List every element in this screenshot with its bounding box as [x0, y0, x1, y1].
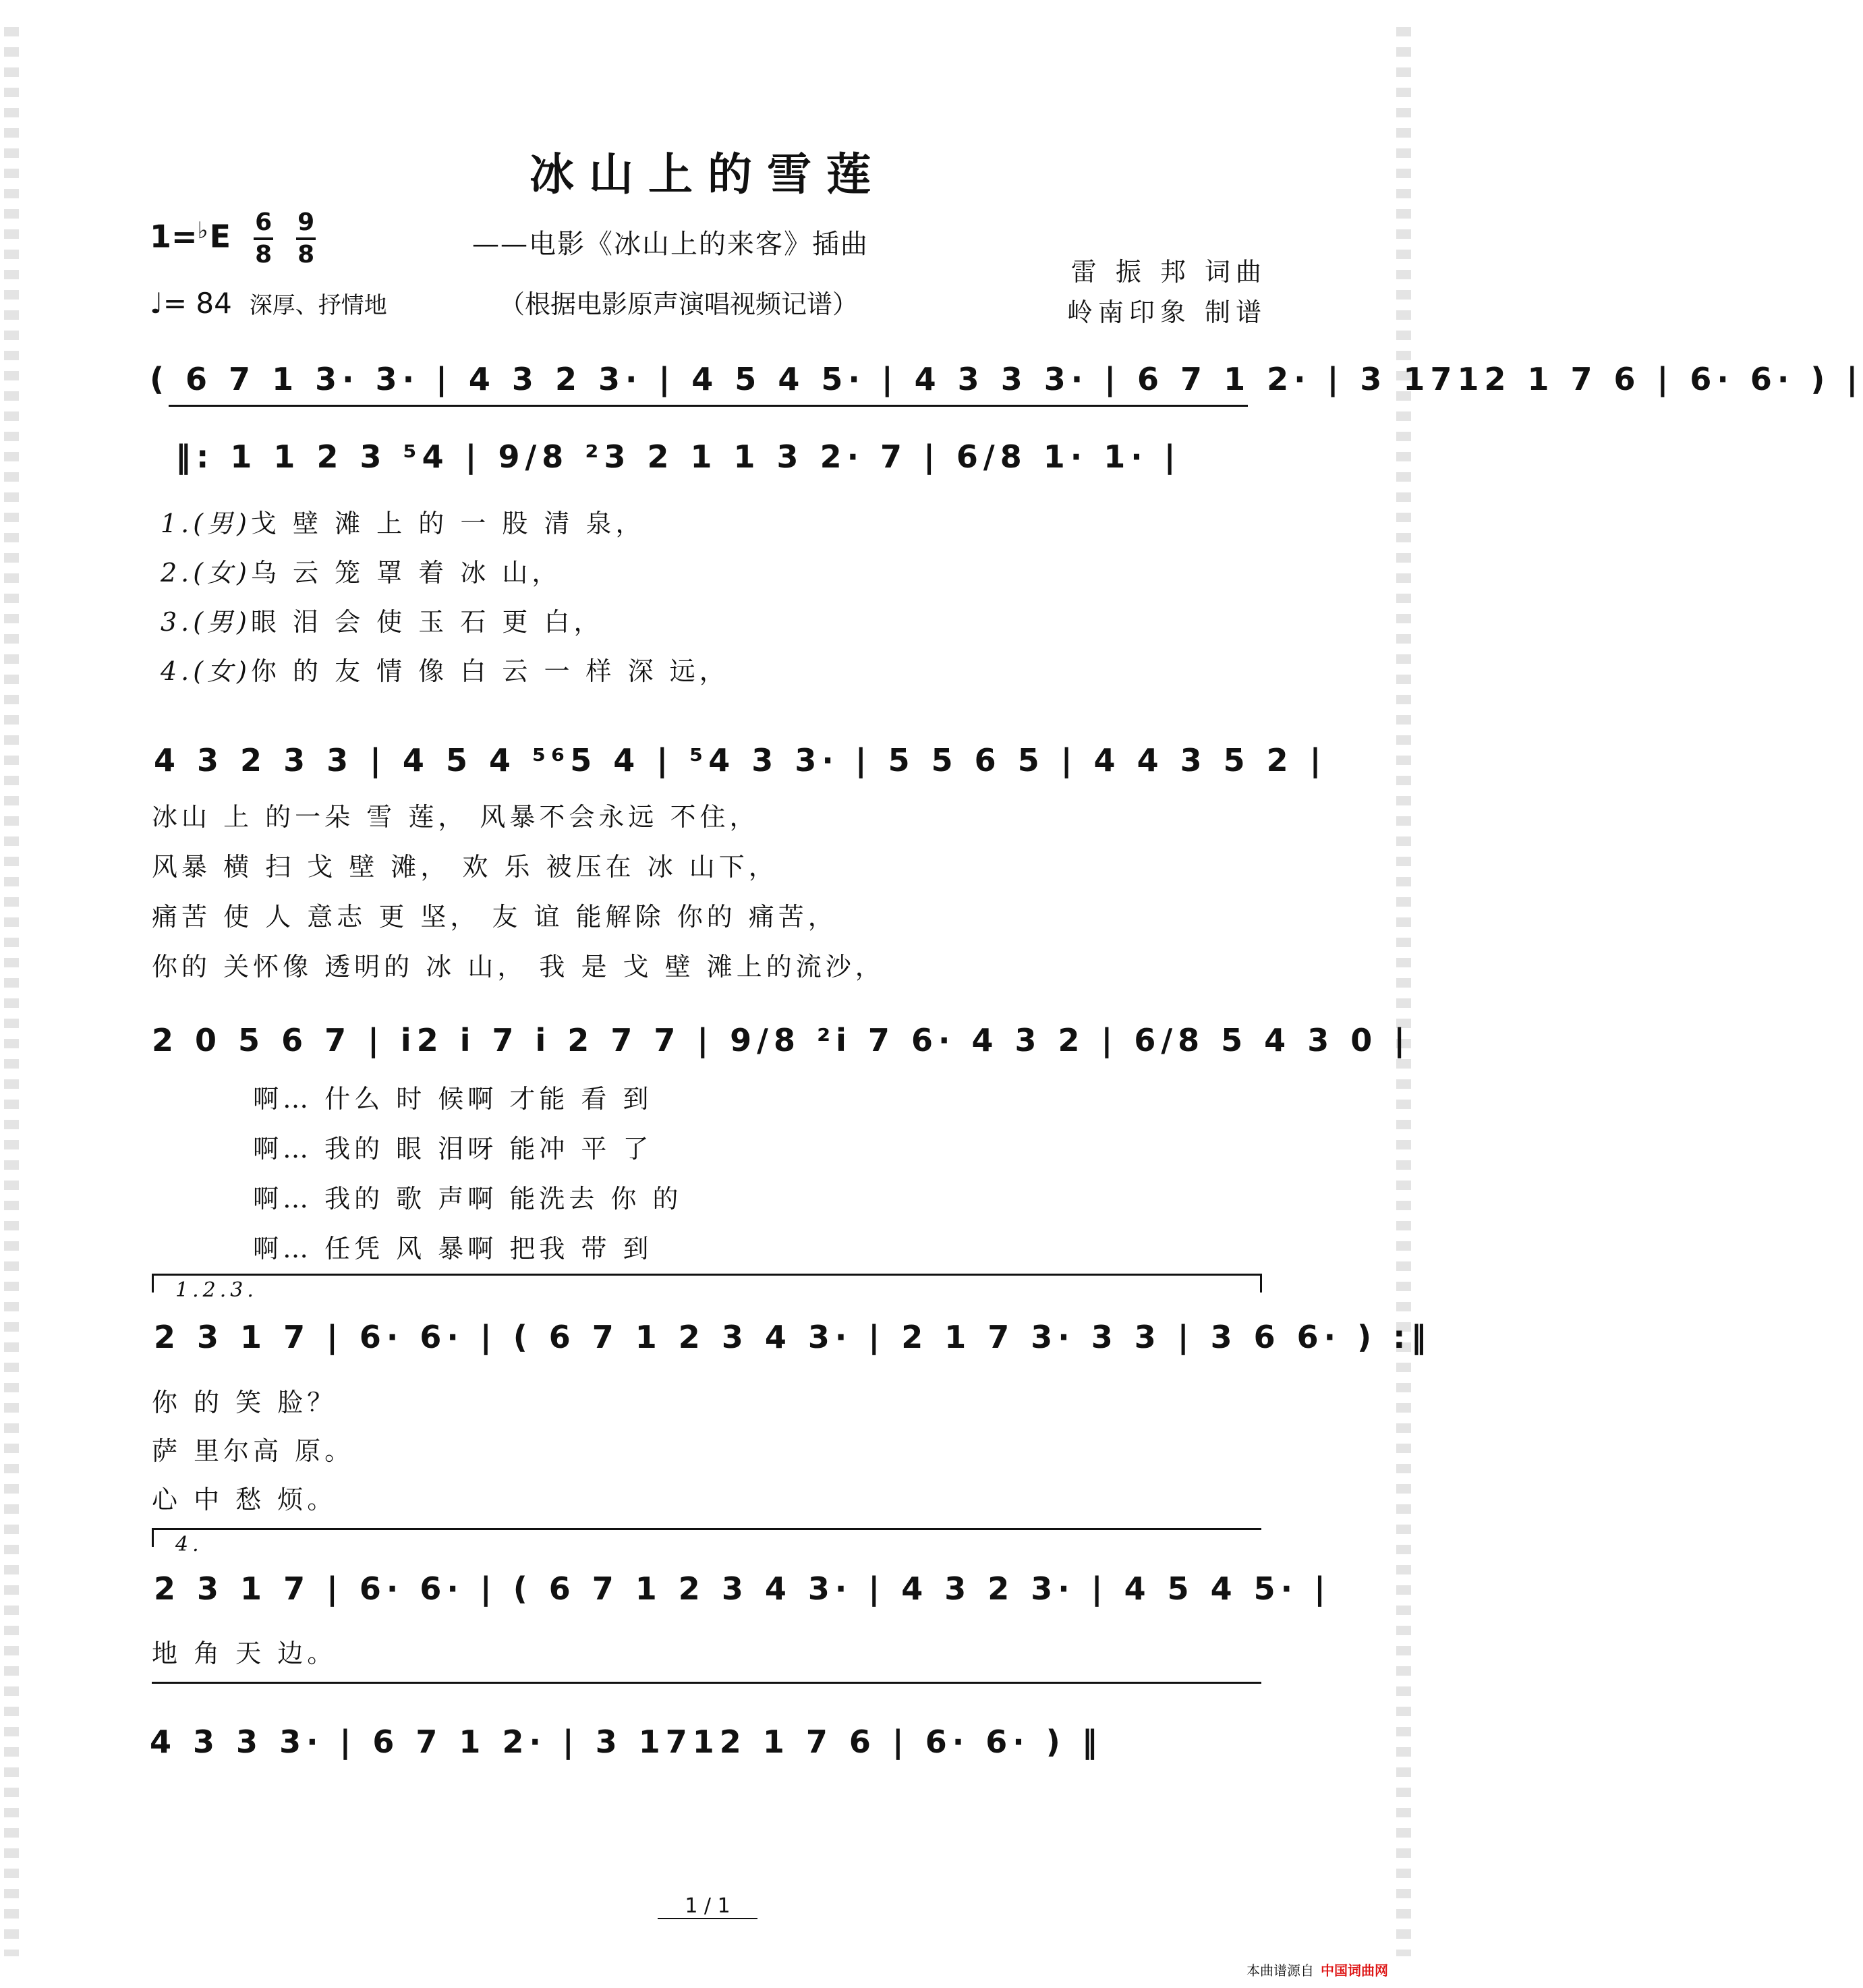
lyric-line: 地 角 天 边。 [152, 1639, 337, 1668]
song-title: 冰山上的雪莲 [529, 148, 886, 200]
site-name: 中国词曲网 [1321, 1962, 1388, 1979]
right-edge-watermark [1396, 27, 1411, 1956]
lyric-line: 你 的 笑 脸？ [152, 1388, 337, 1417]
page-number: 1 / 1 [0, 1894, 1415, 1918]
verse-notation-line-2: 4 3 2 3 3 | 4 5 4 ⁵⁶5 4 | ⁵4 3 3· | 5 5 6 5 | 4 4 3 5 2 | [154, 742, 1327, 778]
composer-credit: 雷 振 邦 词曲 [1070, 257, 1267, 287]
outro-notation: 4 3 3 3· | 6 7 1 2· | 3 1712 1 7 6 | 6· 6· ) ‖ [150, 1724, 1103, 1760]
flat-symbol: ♭ [197, 217, 208, 244]
lyric-line: 冰山 上 的一朵 雪 莲， 风暴不会永远 不住， [152, 802, 759, 832]
intro-beam [169, 405, 1248, 407]
subtitle: ——电影《冰山上的来客》插曲 [472, 229, 869, 260]
lyric-line: 痛苦 使 人 意志 更 坚， 友 谊 能解除 你的 痛苦， [152, 902, 838, 932]
lyric-line: 风暴 横 扫 戈 壁 滩， 欢 乐 被压在 冰 山下， [152, 852, 778, 882]
source-note: （根据电影原声演唱视频记谱） [499, 289, 859, 319]
ending-1-bracket [152, 1274, 1261, 1276]
ending-1-bracket-left [152, 1274, 154, 1293]
key-signature [150, 210, 316, 267]
transcriber-credit: 岭南印象 制谱 [1066, 297, 1267, 327]
ending-4-bracket [152, 1528, 1261, 1530]
ending-1-notation: 2 3 1 7 | 6· 6· | ( 6 7 1 2 3 4 3· | 2 1 7 3· 3 3 | 3 6 6· ) :‖ [154, 1319, 1432, 1355]
ending-4-notation: 2 3 1 7 | 6· 6· | ( 6 7 1 2 3 4 3· | 4 3 2 3· | 4 5 4 5· | [154, 1570, 1331, 1607]
tempo-mood: 深厚、抒情地 [249, 292, 387, 319]
section-rule [152, 1682, 1261, 1684]
source-site [1246, 1960, 1388, 1979]
left-edge-watermark [4, 27, 19, 1956]
time-signature-2: $\frac{9}{8}$ [297, 208, 315, 268]
key-prefix: 1= [150, 218, 198, 255]
verse-notation-line-1: ‖: 1 1 2 3 ⁵4 | 9/8 ²3 2 1 1 3 2· 7 | 6/8 1· 1· | [175, 438, 1181, 475]
ending-1-label: 1.2.3. [175, 1278, 258, 1302]
ending-4-label: 4. [175, 1533, 203, 1556]
lyric-line: 你的 关怀像 透明的 冰 山， 我 是 戈 壁 滩上的流沙， [152, 952, 885, 982]
lyric-line: 3.(男)眼 泪 会 使 玉 石 更 白， [161, 607, 604, 637]
verse-notation-line-3: 2 0 5 6 7 | i2 i 7 i 2 7 7 | 9/8 ²i 7 6· 4 3 2 | 6/8 5 4 3 0 | [152, 1022, 1411, 1058]
lyric-line: 2.(女)乌 云 笼 罩 着 冰 山， [161, 558, 562, 588]
lyric-line: 心 中 愁 烦。 [152, 1485, 337, 1514]
lyric-line: 啊… 什么 时 候啊 才能 看 到 [253, 1084, 653, 1114]
lyric-line: 啊… 我的 眼 泪呀 能冲 平 了 [253, 1134, 653, 1164]
intro-notation: ( 6 7 1 3· 3· | 4 3 2 3· | 4 5 4 5· | 4 3 3 3· | 6 7 1 2· | 3 1712 1 7 6 | 6· 6· ) | [150, 361, 1863, 397]
time-signature-1: $\frac{6}{8}$ [255, 208, 273, 268]
key-note: E [209, 218, 231, 255]
lyric-line: 啊… 我的 歌 声啊 能洗去 你 的 [253, 1184, 683, 1214]
lyric-line: 4.(女)你 的 友 情 像 白 云 一 样 深 远， [161, 656, 729, 686]
quarter-note-icon: ♩ [150, 287, 163, 320]
site-prefix: 本曲谱源自 [1246, 1962, 1314, 1979]
ending-4-bracket-left [152, 1528, 154, 1547]
ending-1-bracket-right [1260, 1274, 1262, 1293]
lyric-line: 萨 里尔高 原。 [152, 1436, 355, 1466]
lyric-line: 啊… 任凭 风 暴啊 把我 带 到 [253, 1234, 653, 1263]
tempo-marking [150, 287, 387, 320]
tempo-bpm: = 84 [163, 287, 232, 320]
lyric-line: 1.(男)戈 壁 滩 上 的 一 股 清 泉， [161, 509, 646, 538]
